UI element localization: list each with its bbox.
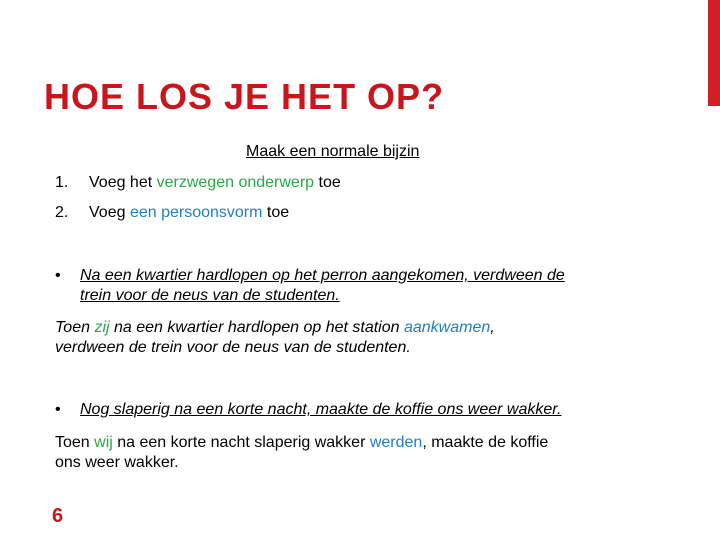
step-text-pre: Voeg het (89, 174, 157, 191)
answer-line-1 (55, 318, 495, 338)
step-text-post: toe (314, 174, 341, 191)
slide-title: HOE LOS JE HET OP? (44, 76, 445, 117)
answer-line-1 (55, 433, 548, 453)
example-answer-2 (55, 433, 548, 473)
step-number: 1. (55, 174, 69, 191)
answer-line-2: ons weer wakker. (55, 454, 179, 471)
bullet-dot: • (55, 401, 61, 418)
slide-number: 6 (52, 505, 64, 527)
answer-text: , (490, 319, 495, 336)
answer-line-2: verdween de trein voor de neus van de studenten. (55, 339, 411, 356)
answer-verb: aankwamen (403, 319, 491, 336)
example-sentence-text (80, 266, 565, 306)
answer-text: na een kwartier hardlopen op het station (109, 319, 404, 336)
example-line: trein voor de neus van de studenten. (80, 287, 340, 304)
step-item-2 (55, 204, 289, 222)
example-answer-1 (55, 318, 495, 358)
example-line: Nog slaperig na een korte nacht, maakte de koffie ons weer wakker. (80, 401, 562, 418)
answer-text: Toen (55, 319, 95, 336)
step-text-pre: Voeg (89, 204, 130, 221)
step-highlight: een persoonsvorm (129, 204, 263, 221)
answer-text: Toen (55, 434, 95, 451)
bullet-dot: • (55, 267, 61, 284)
answer-subject: wij (94, 434, 113, 451)
step-number: 2. (55, 204, 69, 221)
answer-verb: werden (369, 434, 423, 451)
answer-subject: zij (94, 319, 110, 336)
step-highlight: verzwegen onderwerp (156, 174, 315, 191)
example-line: Na een kwartier hardlopen op het perron aangekomen, verdween de (80, 267, 565, 284)
step-item-1 (55, 174, 341, 192)
answer-text: na een korte nacht slaperig wakker (112, 434, 370, 451)
answer-text: , maakte de koffie (422, 434, 549, 451)
accent-bar (708, 0, 720, 106)
example-sentence-text (80, 400, 561, 420)
step-text-post: toe (262, 204, 290, 221)
slide-subtitle: Maak een normale bijzin (246, 143, 420, 160)
